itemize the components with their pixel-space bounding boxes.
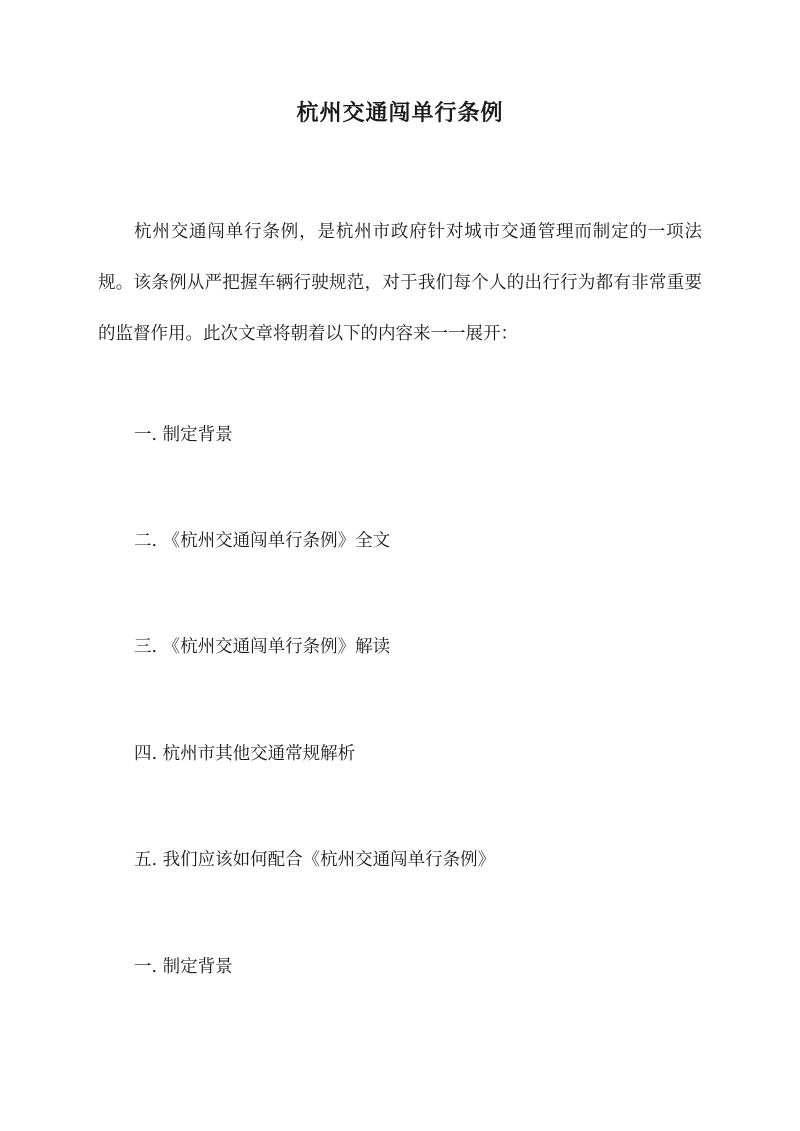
toc-item-5: 五. 我们应该如何配合《杭州交通闯单行条例》: [134, 850, 496, 870]
toc-item-4: 四. 杭州市其他交通常规解析: [134, 744, 356, 764]
section-heading: 一. 制定背景: [134, 957, 233, 977]
intro-paragraph: 杭州交通闯单行条例，是杭州市政府针对城市交通管理而制定的一项法规。该条例从严把握车辆行驶规范，对于我们每个人的出行行为都有非常重要的监督作用。此次文章将朝着以下的内容来一一展开：: [98, 222, 702, 344]
toc-item-3: 三. 《杭州交通闯单行条例》解读: [134, 637, 391, 657]
toc-item-2: 二. 《杭州交通闯单行条例》全文: [134, 531, 391, 551]
document-title: 杭州交通闯单行条例: [296, 100, 504, 126]
toc-item-1: 一. 制定背景: [134, 425, 233, 445]
